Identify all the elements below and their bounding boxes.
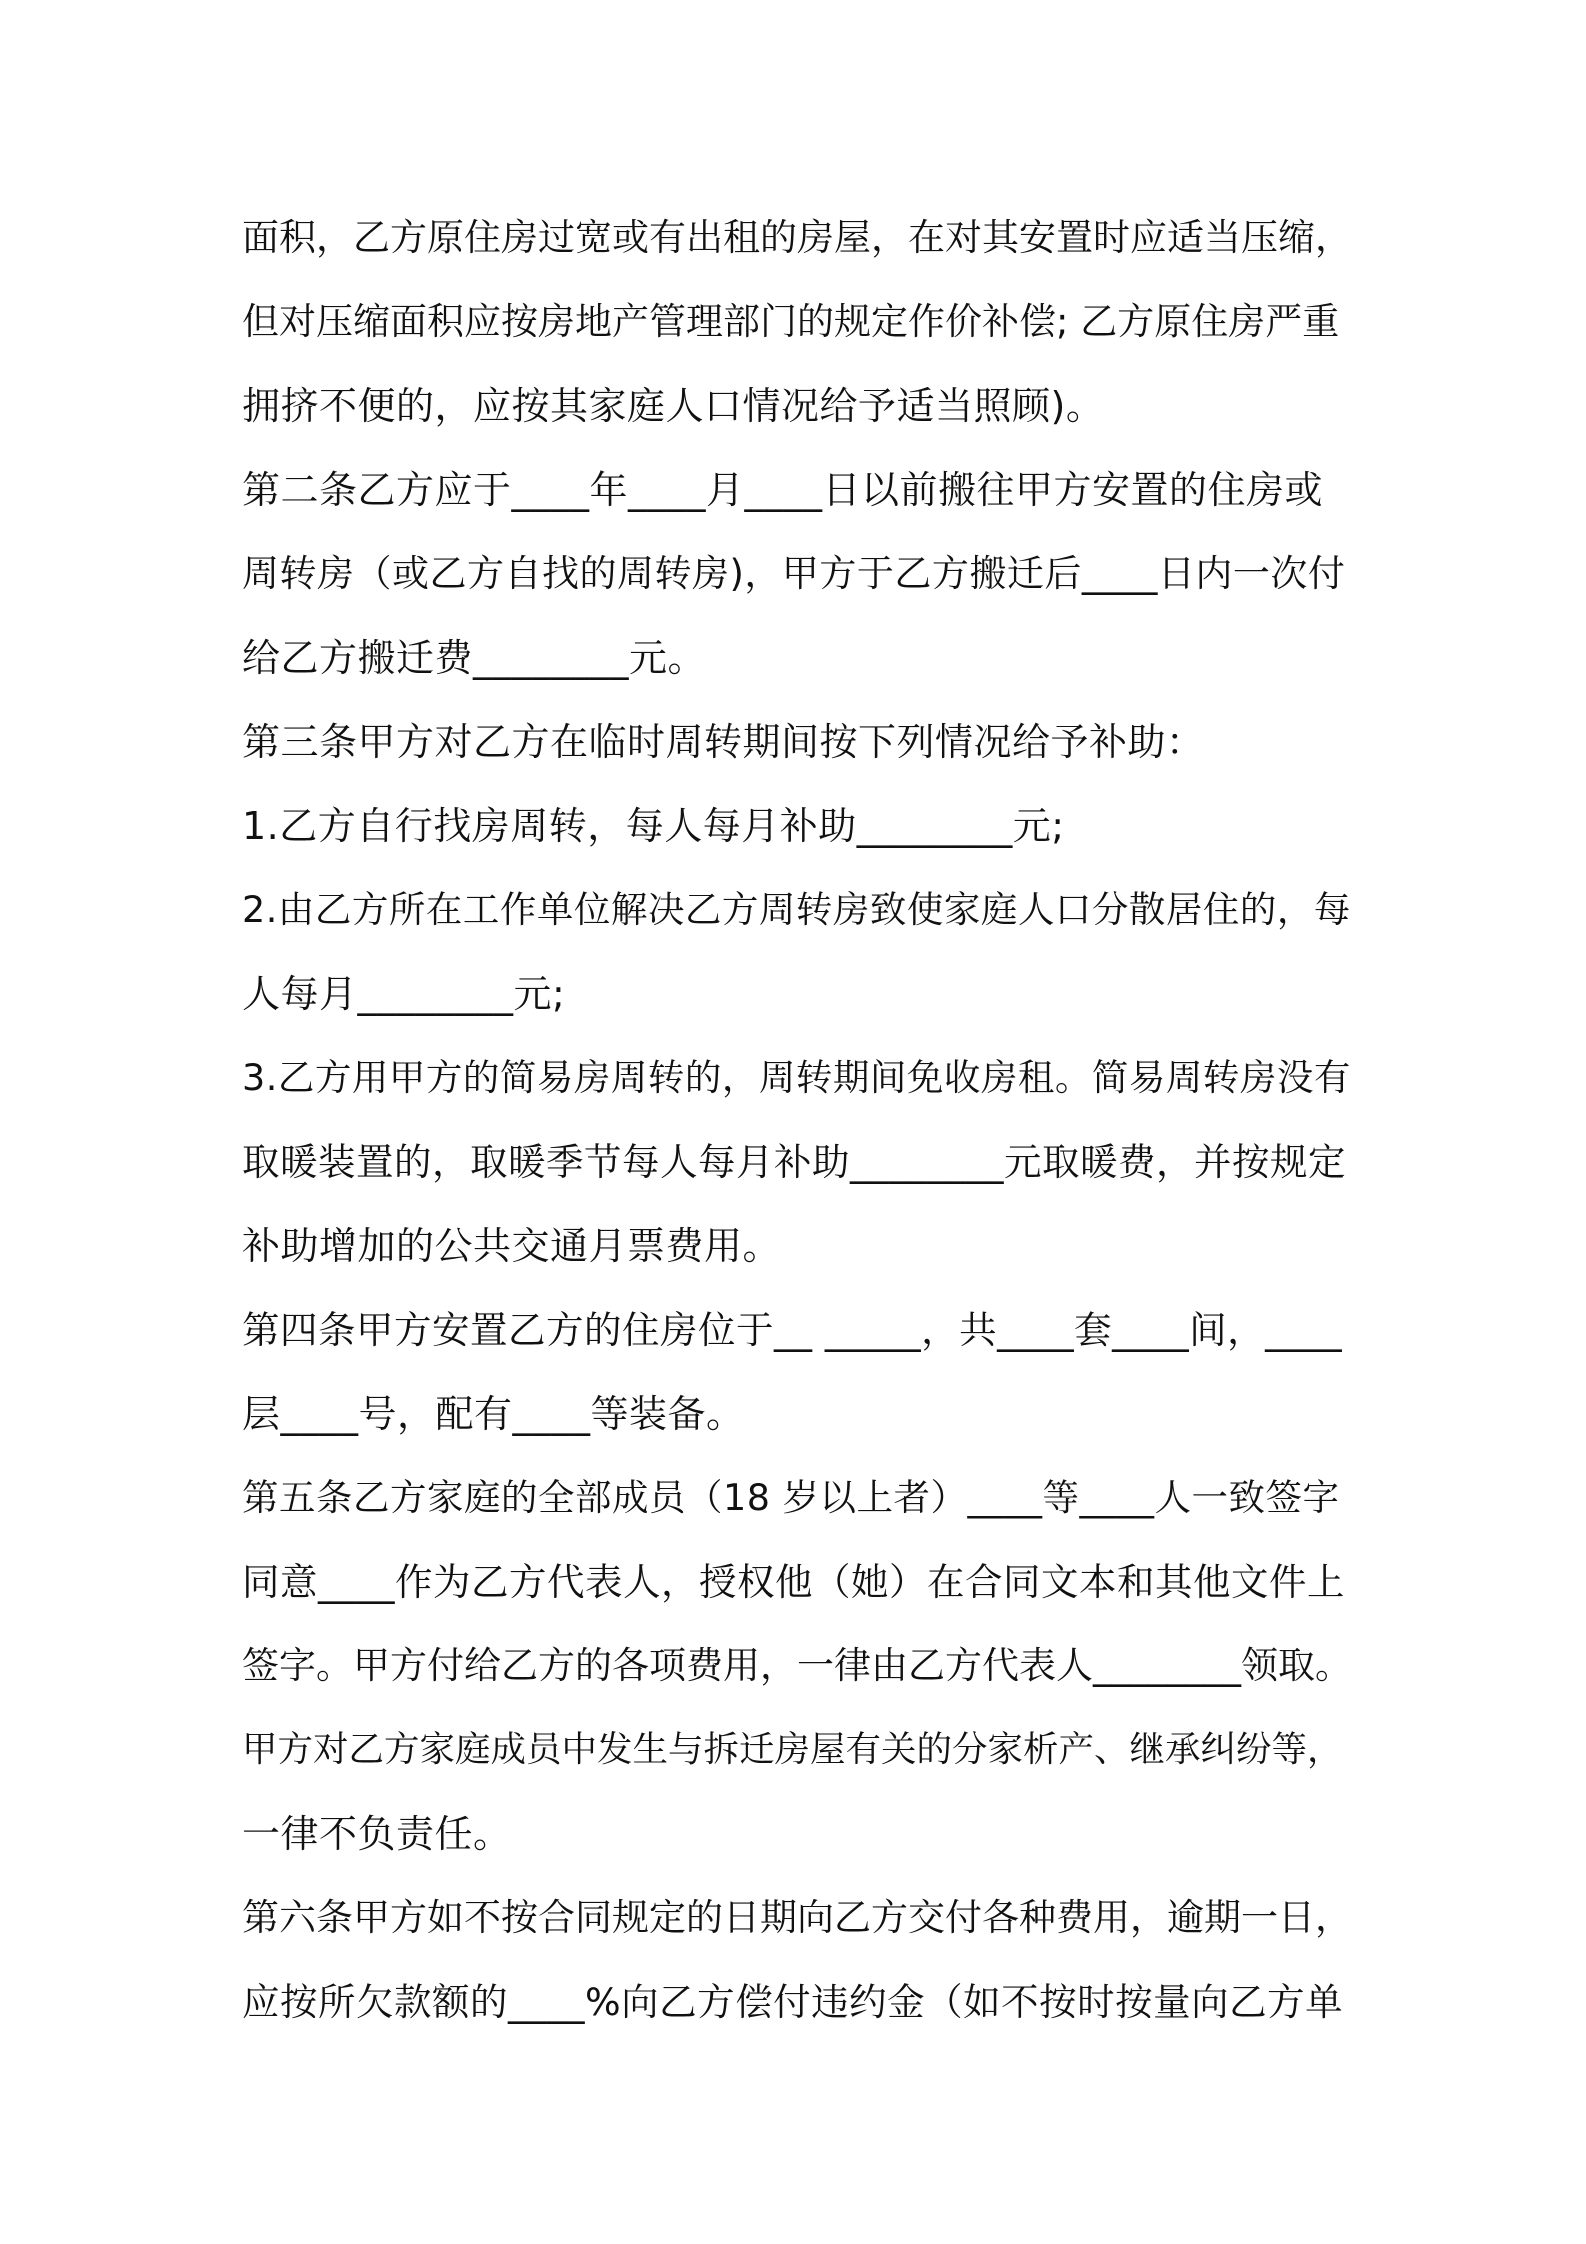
list-item-1: 1.乙方自行找房周转，每人每月补助________元; [242,804,1065,848]
text-line: 取暖装置的，取暖季节每人每月补助________元取暖费，并按规定 [242,1140,1346,1184]
article-4-line: 第四条甲方安置乙方的住房位于__ _____，共____套____间，____ [242,1308,1343,1352]
list-item-2: 2.由乙方所在工作单位解决乙方周转房致使家庭人口分散居住的，每 [242,888,1351,931]
text-line: 应按所欠款额的____%向乙方偿付违约金（如不按时按量向乙方单 [242,1980,1344,2024]
article-2-line: 第二条乙方应于____年____月____日以前搬往甲方安置的住房或 [242,468,1324,512]
text-line: 给乙方搬迁费________元。 [242,636,707,680]
text-line: 面积，乙方原住房过宽或有出租的房屋，在对其安置时应适当压缩， [242,216,1352,259]
text-line: 人每月________元; [242,972,566,1016]
document-body [242,196,1352,2044]
list-item-3: 3.乙方用甲方的简易房周转的，周转期间免收房租。简易周转房没有 [242,1056,1351,1099]
text-line: 拥挤不便的，应按其家庭人口情况给予适当照顾)。 [242,384,1105,428]
text-line: 周转房（或乙方自找的周转房)，甲方于乙方搬迁后____日内一次付 [242,552,1346,595]
text-line: 签字。甲方付给乙方的各项费用，一律由乙方代表人________领取。 [242,1644,1352,1687]
text-line: 同意____作为乙方代表人，授权他（她）在合同文本和其他文件上 [242,1560,1345,1604]
text-line: 层____号，配有____等装备。 [242,1392,745,1436]
article-3-line: 第三条甲方对乙方在临时周转期间按下列情况给予补助： [242,720,1205,764]
text-line: 但对压缩面积应按房地产管理部门的规定作价补偿; 乙方原住房严重 [242,300,1340,343]
text-line: 一律不负责任。 [242,1812,512,1856]
article-6-line: 第六条甲方如不按合同规定的日期向乙方交付各种费用，逾期一日， [242,1896,1352,1939]
article-5-line: 第五条乙方家庭的全部成员（18 岁以上者）____等____人一致签字 [242,1476,1340,1519]
text-line: 甲方对乙方家庭成员中发生与拆迁房屋有关的分家析产、继承纠纷等， [242,1729,1343,1770]
text-line: 补助增加的公共交通月票费用。 [242,1224,782,1268]
